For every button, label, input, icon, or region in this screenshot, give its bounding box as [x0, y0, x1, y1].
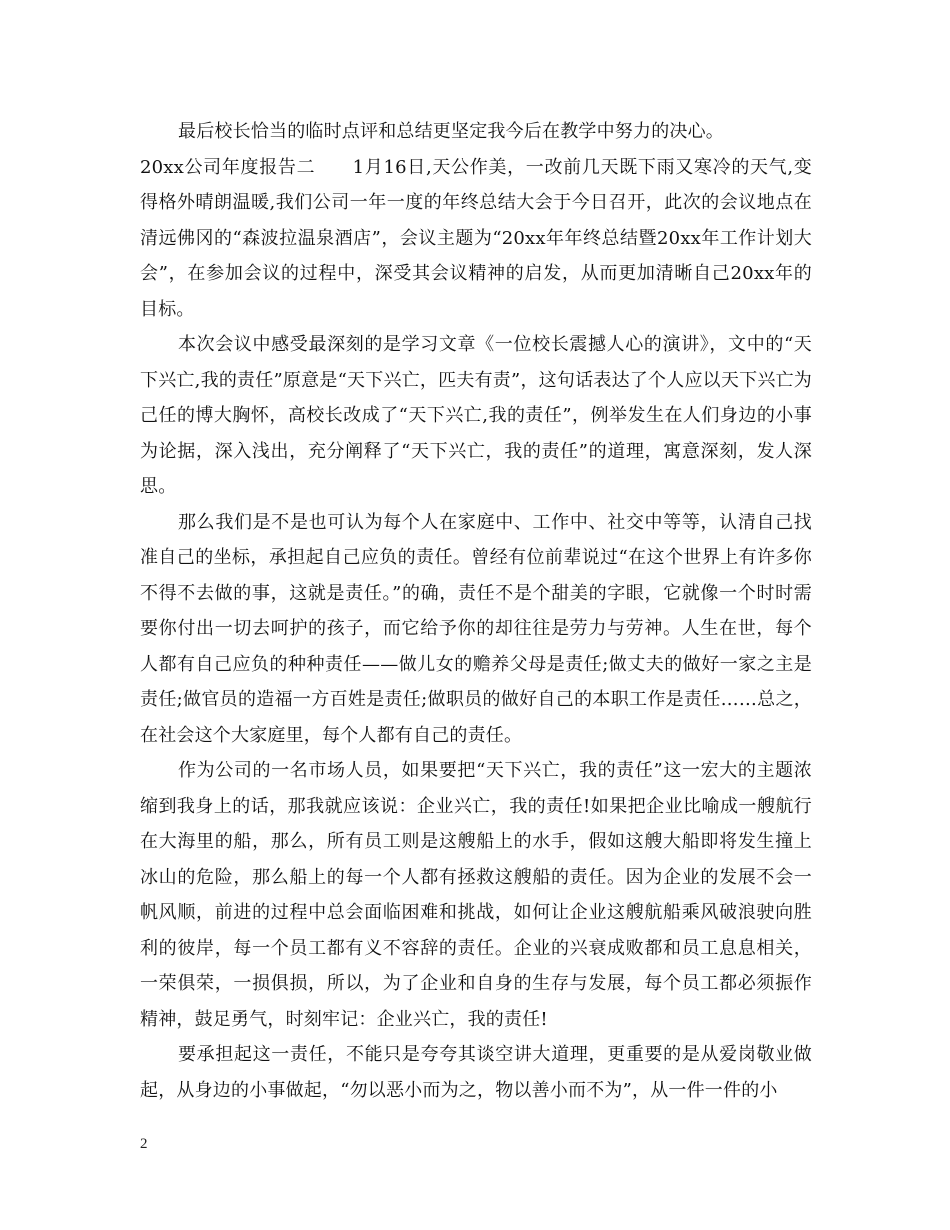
- paragraph-3: 本次会议中感受最深刻的是学习文章《一位校长震撼人心的演讲》，文中的“天下兴亡,我的责任”原意是“天下兴亡，匹夫有责”，这句话表达了个人应以天下兴亡为己任的博大胸怀，高校长改成了“天下兴亡,我的责任”，例举发生在人们身边的小事为论据，深入浅出，充分阐释了“天下兴亡，我的责任”的道理，寓意深刻，发人深思。: [140, 334, 812, 497]
- page-number: 2: [140, 1136, 148, 1152]
- paragraph-5: 作为公司的一名市场人员，如果要把“天下兴亡，我的责任”这一宏大的主题浓缩到我身上的话，那我就应该说：企业兴亡，我的责任!如果把企业比喻成一艘航行在大海里的船，那么，所有员工则是这艘船上的水手，假如这艘大船即将发生撞上冰山的危险，那么船上的每一个人都有拯救这艘船的责任。因为企业的发展不会一帆风顺，前进的过程中总会面临困难和挑战，如何让企业这艘航船乘风破浪驶向胜利的彼岸，每一个员工都有义不容辞的责任。企业的兴衰成败都和员工息息相关，一荣俱荣，一损俱损，所以，为了企业和自身的生存与发展，每个员工都必须振作精神，鼓足勇气，时刻牢记：企业兴亡，我的责任!: [140, 760, 812, 1030]
- paragraph-4: 那么我们是不是也可认为每个人在家庭中、工作中、社交中等等，认清自己找准自己的坐标，承担起自己应负的责任。曾经有位前辈说过“在这个世界上有许多你不得不去做的事，这就是责任。”的确，责任不是个甜美的字眼，它就像一个时时需要你付出一切去呵护的孩子，而它给予你的却往往是劳力与劳神。人生在世，每个人都有自己应负的种种责任——做儿女的赡养父母是责任;做丈夫的做好一家之主是责任;做官员的造福一方百姓是责任;做职员的做好自己的本职工作是责任……总之，在社会这个大家庭里，每个人都有自己的责任。: [140, 511, 812, 746]
- document-body: [140, 114, 812, 1108]
- paragraph-6: 要承担起这一责任，不能只是夸夸其谈空讲大道理，更重要的是从爱岗敬业做起，从身边的小事做起，“勿以恶小而为之，物以善小而不为”，从一件一件的小: [140, 1044, 812, 1101]
- paragraph-1: 最后校长恰当的临时点评和总结更坚定我今后在教学中努力的决心。: [178, 121, 724, 142]
- paragraph-2: 20xx公司年度报告二 1月16日,天公作美，一改前几天既下雨又寒冷的天气,变得格外晴朗温暖,我们公司一年一度的年终总结大会于今日召开，此次的会议地点在清远佛冈的“森波拉温泉酒店”，会议主题为“20xx年年终总结暨20xx年工作计划大会”，在参加会议的过程中，深受其会议精神的启发，从而更加清晰自己20xx年的目标。: [140, 156, 812, 320]
